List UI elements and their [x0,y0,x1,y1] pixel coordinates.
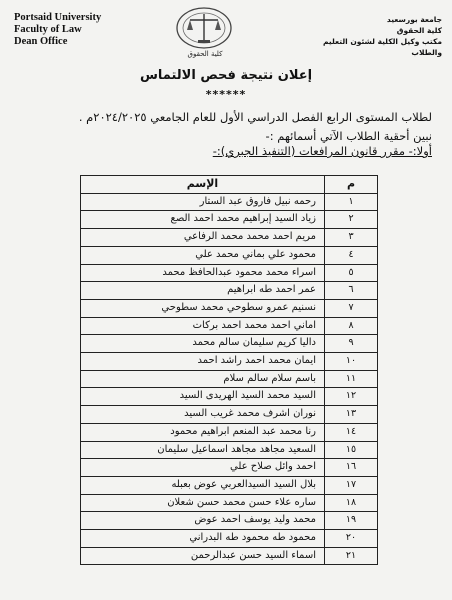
row-number: ١٨ [325,494,378,512]
row-number: ١ [325,193,378,211]
student-name: السيد محمد السيد الهريدى السيد [81,388,325,406]
student-name: زياد السيد إبراهيم محمد احمد الصع [81,211,325,229]
university-header-en [14,12,101,48]
table-row [81,193,378,211]
title-stars: ****** [205,88,247,101]
intro-line: نبين أحقية الطلاب الآتي أسمائهم :- [265,129,432,143]
table-row [81,388,378,406]
intro-text [12,108,432,146]
university-header-ar [292,14,442,58]
table-row [81,406,378,424]
row-number: ١٠ [325,353,378,371]
row-number: ٨ [325,317,378,335]
row-number: ٥ [325,264,378,282]
table-row [81,423,378,441]
header-en-line: Dean Office [14,36,68,47]
table-header-row [81,176,378,194]
row-number: ٢١ [325,547,378,565]
table-row [81,317,378,335]
column-header-name: الإسم [81,176,325,194]
student-name: رحمه نبيل فاروق عبد الستار [81,193,325,211]
intro-line: لطلاب المستوى الرابع الفصل الدراسي الأول للعام الجامعي ٢٠٢٤/٢٠٢٥م . [78,110,432,124]
row-number: ١٧ [325,476,378,494]
student-name: اسراء محمد محمود عبدالحافظ محمد [81,264,325,282]
section-title: أولا:- مقرر قانون المرافعات (التنفيذ الجبري):- [212,144,432,158]
row-number: ٧ [325,299,378,317]
student-name: نوران اشرف محمد غريب السيد [81,406,325,424]
student-name: اسماء السيد حسن عبدالرحمن [81,547,325,565]
student-name: نسنيم عمرو سطوحي محمد سطوحي [81,299,325,317]
student-name: داليا كريم سليمان سالم محمد [81,335,325,353]
student-name: محمود طه محمود طه البدراني [81,530,325,548]
row-number: ١٢ [325,388,378,406]
table-row [81,229,378,247]
row-number: ١٩ [325,512,378,530]
header-ar-line: كلية الحقوق [396,26,442,35]
table-row [81,530,378,548]
table-row [81,211,378,229]
table-row [81,370,378,388]
row-number: ١١ [325,370,378,388]
row-number: ٢ [325,211,378,229]
student-name: باسم سلام سالم سلام [81,370,325,388]
table-row [81,299,378,317]
table-row [81,282,378,300]
student-name: عمر احمد طه ابراهيم [81,282,325,300]
page-title: إعلان نتيجة فحص الالتماس [139,68,313,83]
row-number: ١٥ [325,441,378,459]
student-name: مريم احمد محمد محمد الرفاعي [81,229,325,247]
student-name: ايمان محمد احمد راشد احمد [81,353,325,371]
students-table [80,175,378,565]
table-row [81,353,378,371]
table-row [81,335,378,353]
column-header-number: م [325,176,378,194]
row-number: ٢٠ [325,530,378,548]
student-name: بلال السيد السيدالعربي عوض بعبله [81,476,325,494]
table-row [81,494,378,512]
student-name: ساره علاء حسن محمد حسن شعلان [81,494,325,512]
logo-caption: كلية الحقوق [187,50,223,58]
row-number: ١٣ [325,406,378,424]
table-row [81,264,378,282]
student-name: السعيد مجاهد مجاهد اسماعيل سليمان [81,441,325,459]
student-name: اماني احمد محمد احمد بركات [81,317,325,335]
header-en-line: Portsaid University [14,12,102,23]
table-row [81,476,378,494]
table-row [81,441,378,459]
header-en-line: Faculty of Law [14,24,82,35]
student-name: محمود علي بماني محمد علي [81,246,325,264]
header-ar-line: مكتب وكيل الكلية لشئون التعليم والطلاب [323,37,442,57]
student-name: احمد وائل صلاح علي [81,459,325,477]
student-name: رنا محمد عبد المنعم ابراهيم محمود [81,423,325,441]
faculty-logo [173,6,235,52]
student-name: محمد وليد يوسف احمد عوض [81,512,325,530]
row-number: ٤ [325,246,378,264]
header-ar-line: جامعة بورسعيد [386,15,442,24]
row-number: ١٤ [325,423,378,441]
table-row [81,547,378,565]
row-number: ٩ [325,335,378,353]
table-row [81,459,378,477]
row-number: ٣ [325,229,378,247]
table-row [81,512,378,530]
table-row [81,246,378,264]
row-number: ١٦ [325,459,378,477]
row-number: ٦ [325,282,378,300]
